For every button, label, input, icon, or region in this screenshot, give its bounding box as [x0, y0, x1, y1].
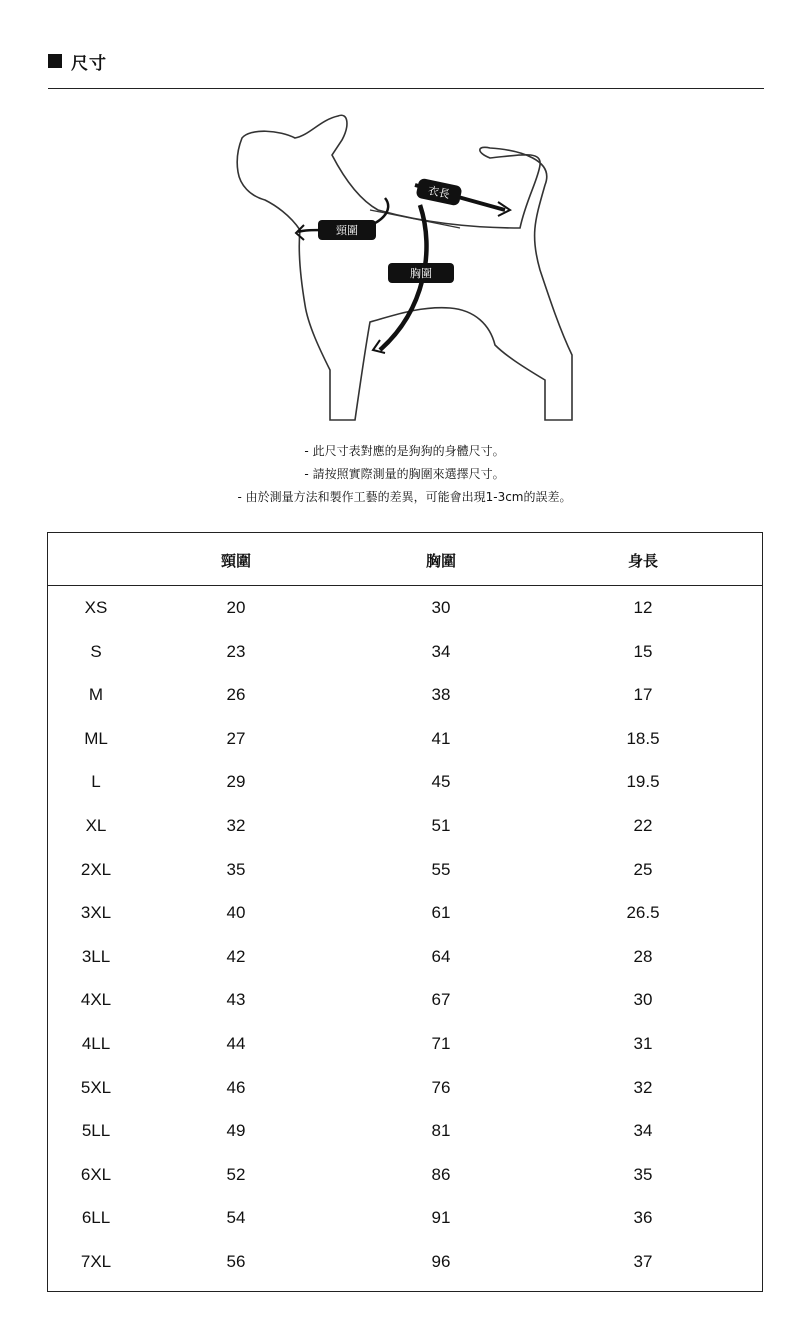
table-row	[48, 1022, 762, 1066]
cell-length: 22	[633, 816, 653, 835]
cell-chest: 81	[431, 1121, 451, 1141]
cell-neck: 26	[226, 685, 246, 705]
cell-chest: 51	[431, 816, 451, 835]
cell-length: 35	[633, 1164, 653, 1184]
dog-measurement-diagram	[220, 110, 580, 430]
cell-chest: 86	[431, 1164, 451, 1184]
cell-neck: 43	[226, 990, 246, 1010]
cell-length: 30	[633, 990, 653, 1010]
cell-size: S	[90, 641, 102, 661]
square-bullet-icon	[48, 54, 62, 68]
table-row	[48, 760, 762, 804]
size-table	[47, 532, 763, 1292]
neck-label	[318, 220, 376, 240]
size-notes	[0, 440, 809, 509]
cell-chest: 55	[431, 859, 451, 879]
table-row	[48, 1109, 762, 1153]
cell-neck: 29	[226, 772, 246, 792]
cell-chest: 41	[431, 728, 451, 748]
cell-neck: 46	[226, 1077, 246, 1097]
svg-text:頸圍: 頸圍	[336, 224, 358, 237]
table-row	[48, 978, 762, 1022]
svg-text:胸圍: 胸圍	[410, 267, 432, 280]
cell-chest: 76	[431, 1077, 451, 1097]
cell-size: M	[88, 685, 104, 705]
cell-length: 25	[633, 859, 653, 879]
table-row	[48, 1240, 762, 1284]
table-row	[48, 717, 762, 761]
length-label	[415, 178, 462, 207]
cell-chest: 91	[431, 1208, 451, 1228]
cell-neck: 40	[226, 903, 246, 923]
cell-size: 6LL	[81, 1208, 111, 1228]
cell-chest: 71	[431, 1034, 451, 1053]
table-row	[48, 586, 762, 630]
cell-chest: 67	[431, 990, 451, 1010]
cell-length: 26.5	[626, 903, 660, 923]
table-header-row	[48, 533, 762, 586]
cell-chest: 34	[431, 641, 451, 661]
cell-length: 18.5	[626, 728, 660, 748]
dog-illustration	[220, 110, 580, 430]
cell-neck: 54	[226, 1208, 246, 1228]
cell-neck: 56	[226, 1252, 246, 1271]
cell-length: 34	[633, 1121, 653, 1141]
table-row	[48, 630, 762, 674]
table-row	[48, 891, 762, 935]
cell-length: 17	[633, 685, 653, 705]
cell-neck: 27	[226, 728, 246, 748]
note-line: - 此尺寸表對應的是狗狗的身體尺寸。	[304, 444, 505, 458]
section-header	[48, 50, 107, 72]
cell-size: L	[91, 772, 101, 792]
table-row	[48, 804, 762, 848]
cell-neck: 32	[226, 816, 246, 835]
cell-length: 19.5	[626, 772, 660, 792]
cell-neck: 42	[226, 946, 246, 966]
cell-chest: 38	[431, 685, 451, 705]
cell-length: 12	[633, 598, 653, 617]
cell-chest: 30	[431, 598, 451, 617]
cell-size: 3XL	[80, 903, 112, 923]
note-line: - 由於測量方法和製作工藝的差異，可能會出現1-3cm的誤差。	[237, 490, 572, 504]
cell-size: 3LL	[81, 946, 111, 966]
cell-size: XL	[85, 816, 107, 835]
cell-size: ML	[84, 728, 108, 748]
cell-size: 2XL	[80, 859, 112, 879]
table-row	[48, 935, 762, 979]
chest-label	[388, 263, 454, 283]
cell-size: 6XL	[80, 1164, 112, 1184]
section-title: 尺寸	[71, 53, 107, 74]
cell-length: 36	[633, 1208, 653, 1228]
cell-length: 32	[633, 1077, 653, 1097]
cell-neck: 35	[226, 859, 246, 879]
cell-length: 37	[633, 1252, 653, 1271]
cell-chest: 96	[431, 1252, 451, 1271]
cell-length: 31	[633, 1034, 653, 1053]
cell-neck: 44	[226, 1034, 246, 1053]
header-chest: 胸圍	[425, 552, 456, 570]
cell-neck: 52	[226, 1164, 246, 1184]
cell-chest: 64	[431, 946, 451, 966]
table-row	[48, 848, 762, 892]
table-row	[48, 1066, 762, 1110]
note-line: - 請按照實際測量的胸圍來選擇尺寸。	[304, 467, 505, 481]
table-row	[48, 673, 762, 717]
cell-chest: 45	[431, 772, 451, 792]
cell-chest: 61	[431, 903, 451, 923]
cell-length: 15	[633, 641, 653, 661]
cell-size: 4LL	[81, 1034, 111, 1053]
cell-neck: 49	[226, 1121, 246, 1141]
cell-size: 7XL	[80, 1252, 112, 1271]
cell-size: 5XL	[80, 1077, 112, 1097]
body-length-baseline	[370, 210, 460, 228]
svg-text:衣長: 衣長	[426, 183, 452, 202]
header-divider	[48, 88, 764, 89]
table-row	[48, 1153, 762, 1197]
cell-size: 5LL	[81, 1121, 111, 1141]
cell-size: XS	[84, 598, 108, 617]
table-row	[48, 1196, 762, 1240]
cell-neck: 23	[226, 641, 246, 661]
cell-neck: 20	[226, 598, 246, 617]
cell-length: 28	[633, 946, 653, 966]
header-neck: 頸圍	[220, 552, 251, 570]
header-length: 身長	[627, 552, 658, 570]
cell-size: 4XL	[80, 990, 112, 1010]
